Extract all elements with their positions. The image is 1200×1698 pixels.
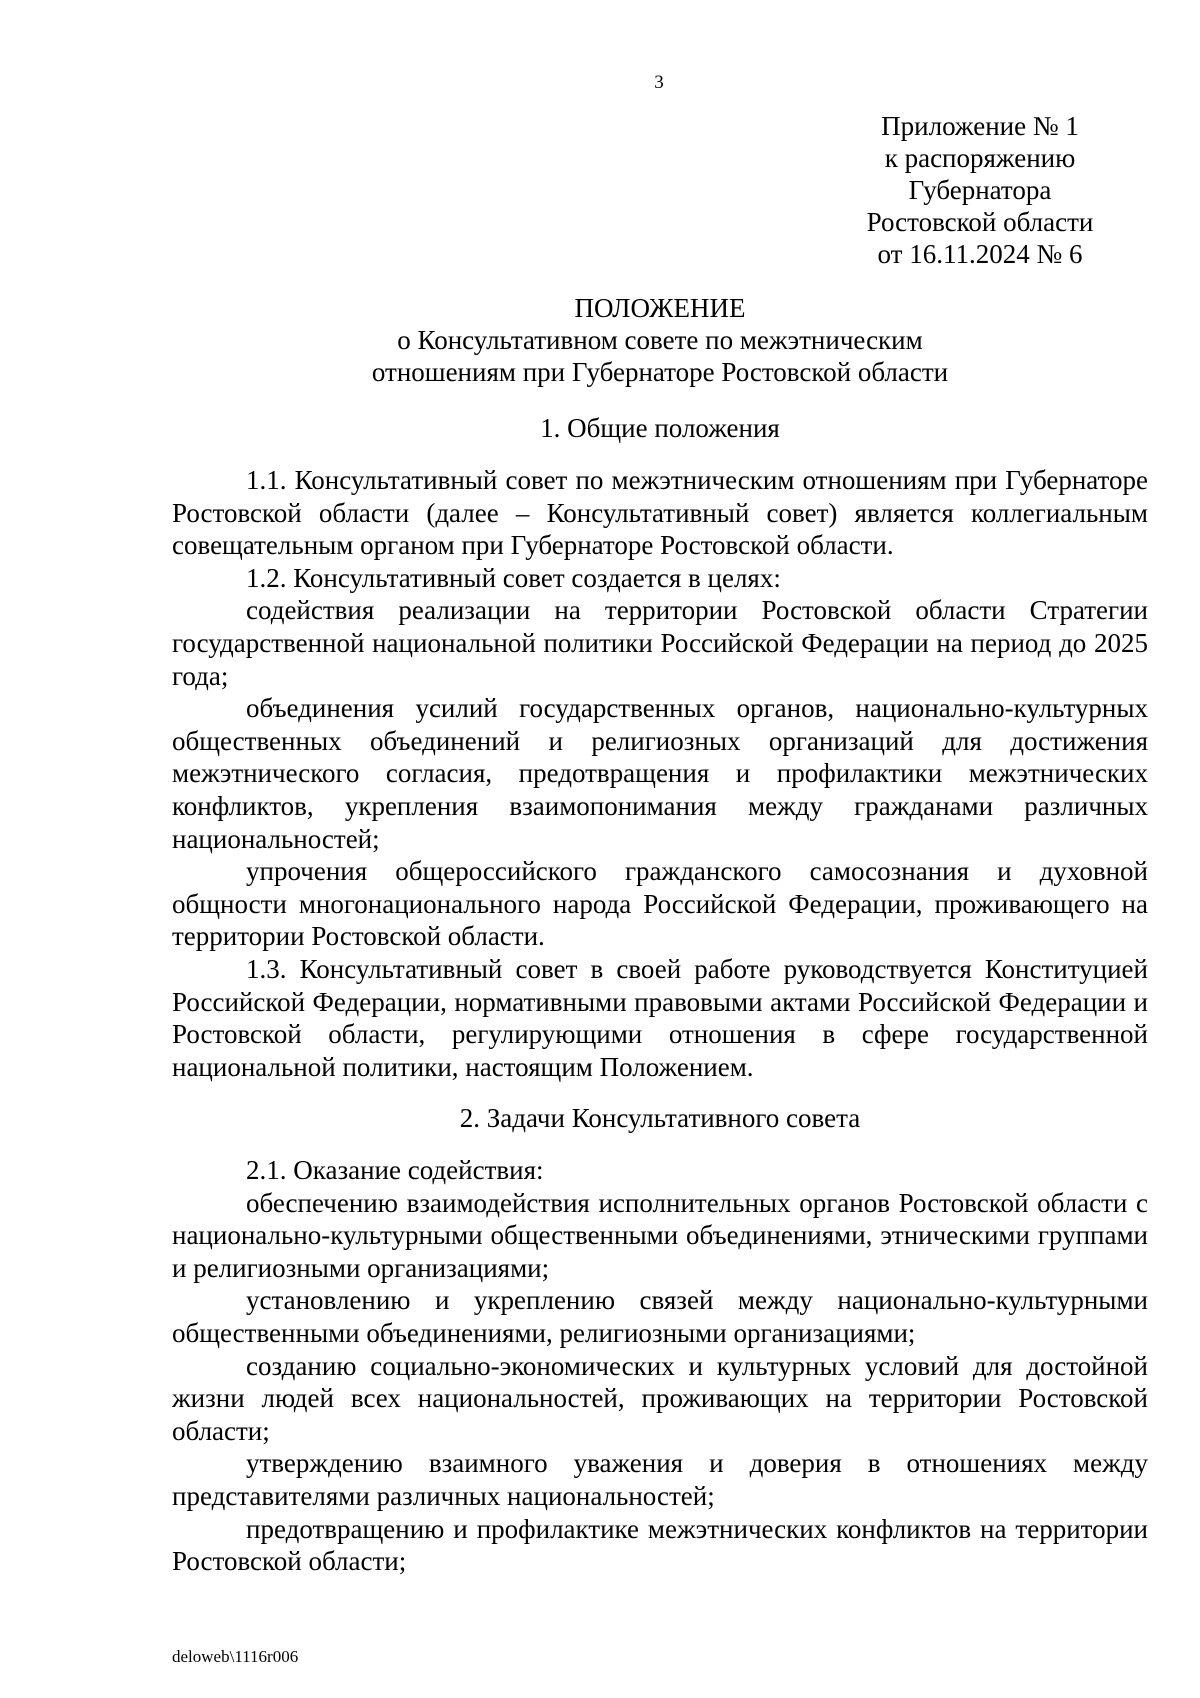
- section-general-body: [172, 464, 1148, 1083]
- appendix-line: от 16.11.2024 № 6: [877, 239, 1083, 269]
- paragraph: 1.2. Консультативный совет создается в целях:: [246, 562, 781, 593]
- title-subtitle-line: отношениям при Губернаторе Ростовской области: [371, 357, 949, 387]
- paragraph: объединения усилий государственных органов, национально-культурных общественных объединений и религиозных организаций для достижения межэтнического согласия, предотвращения и профилактики межэтнических конфликтов, укрепления взаимопонимания между гражданами различных национальностей;: [172, 693, 1148, 854]
- paragraph: 2.1. Оказание содействия:: [246, 1155, 544, 1185]
- document-title: [172, 292, 1148, 388]
- paragraph: предотвращению и профилактике межэтнических конфликтов на территории Ростовской области;: [172, 1513, 1148, 1577]
- appendix-line: к распоряжению: [884, 143, 1076, 173]
- paragraph: утверждению взаимного уважения и доверия в отношениях между представителями различных национальностей;: [172, 1448, 1148, 1511]
- paragraph: упрочения общероссийского гражданского самосознания и духовной общности многонационального народа Российской Федерации, проживающего на территории Ростовской области.: [172, 856, 1148, 952]
- document-footer-code: deloweb\1116r006: [172, 1647, 299, 1666]
- page-number: 3: [654, 72, 664, 93]
- section-tasks-body: [172, 1154, 1148, 1578]
- appendix-line: Приложение № 1: [881, 111, 1079, 141]
- paragraph: созданию социально-экономических и культурных условий для достойной жизни людей всех национальностей, проживающих на территории Ростовской области;: [172, 1350, 1148, 1446]
- paragraph: установлению и укреплению связей между национально-культурными общественными объединениями, религиозными организациями;: [172, 1285, 1148, 1348]
- title-heading: ПОЛОЖЕНИЕ: [574, 293, 746, 323]
- paragraph: 1.3. Консультативный совет в своей работе руководствуется Конституцией Российской Федерации, нормативными правовыми актами Российской Федерации и Ростовской области, регулирующими отношения в сфере государственной национальной политики, настоящим Положением.: [172, 953, 1148, 1082]
- paragraph: 1.1. Консультативный совет по межэтническим отношениям при Губернаторе Ростовской области (далее – Консультативный совет) является коллегиальным совещательным органом при Губернаторе Ростовской области.: [172, 465, 1148, 561]
- section-heading-general: 1. Общие положения: [540, 413, 780, 443]
- appendix-line: Губернатора: [908, 175, 1052, 205]
- paragraph: содействия реализации на территории Ростовской области Стратегии государственной национальной политики Российской Федерации на период до 2025 года;: [172, 595, 1148, 691]
- appendix-stamp: [830, 110, 1130, 270]
- paragraph: обеспечению взаимодействия исполнительных органов Ростовской области с национально-культурными общественными объединениями, этническими группами и религиозными организациями;: [172, 1187, 1148, 1283]
- section-heading-tasks: 2. Задачи Консультативного совета: [459, 1103, 861, 1133]
- title-subtitle-line: о Консультативном совете по межэтническим: [397, 325, 923, 355]
- appendix-line: Ростовской области: [866, 207, 1094, 237]
